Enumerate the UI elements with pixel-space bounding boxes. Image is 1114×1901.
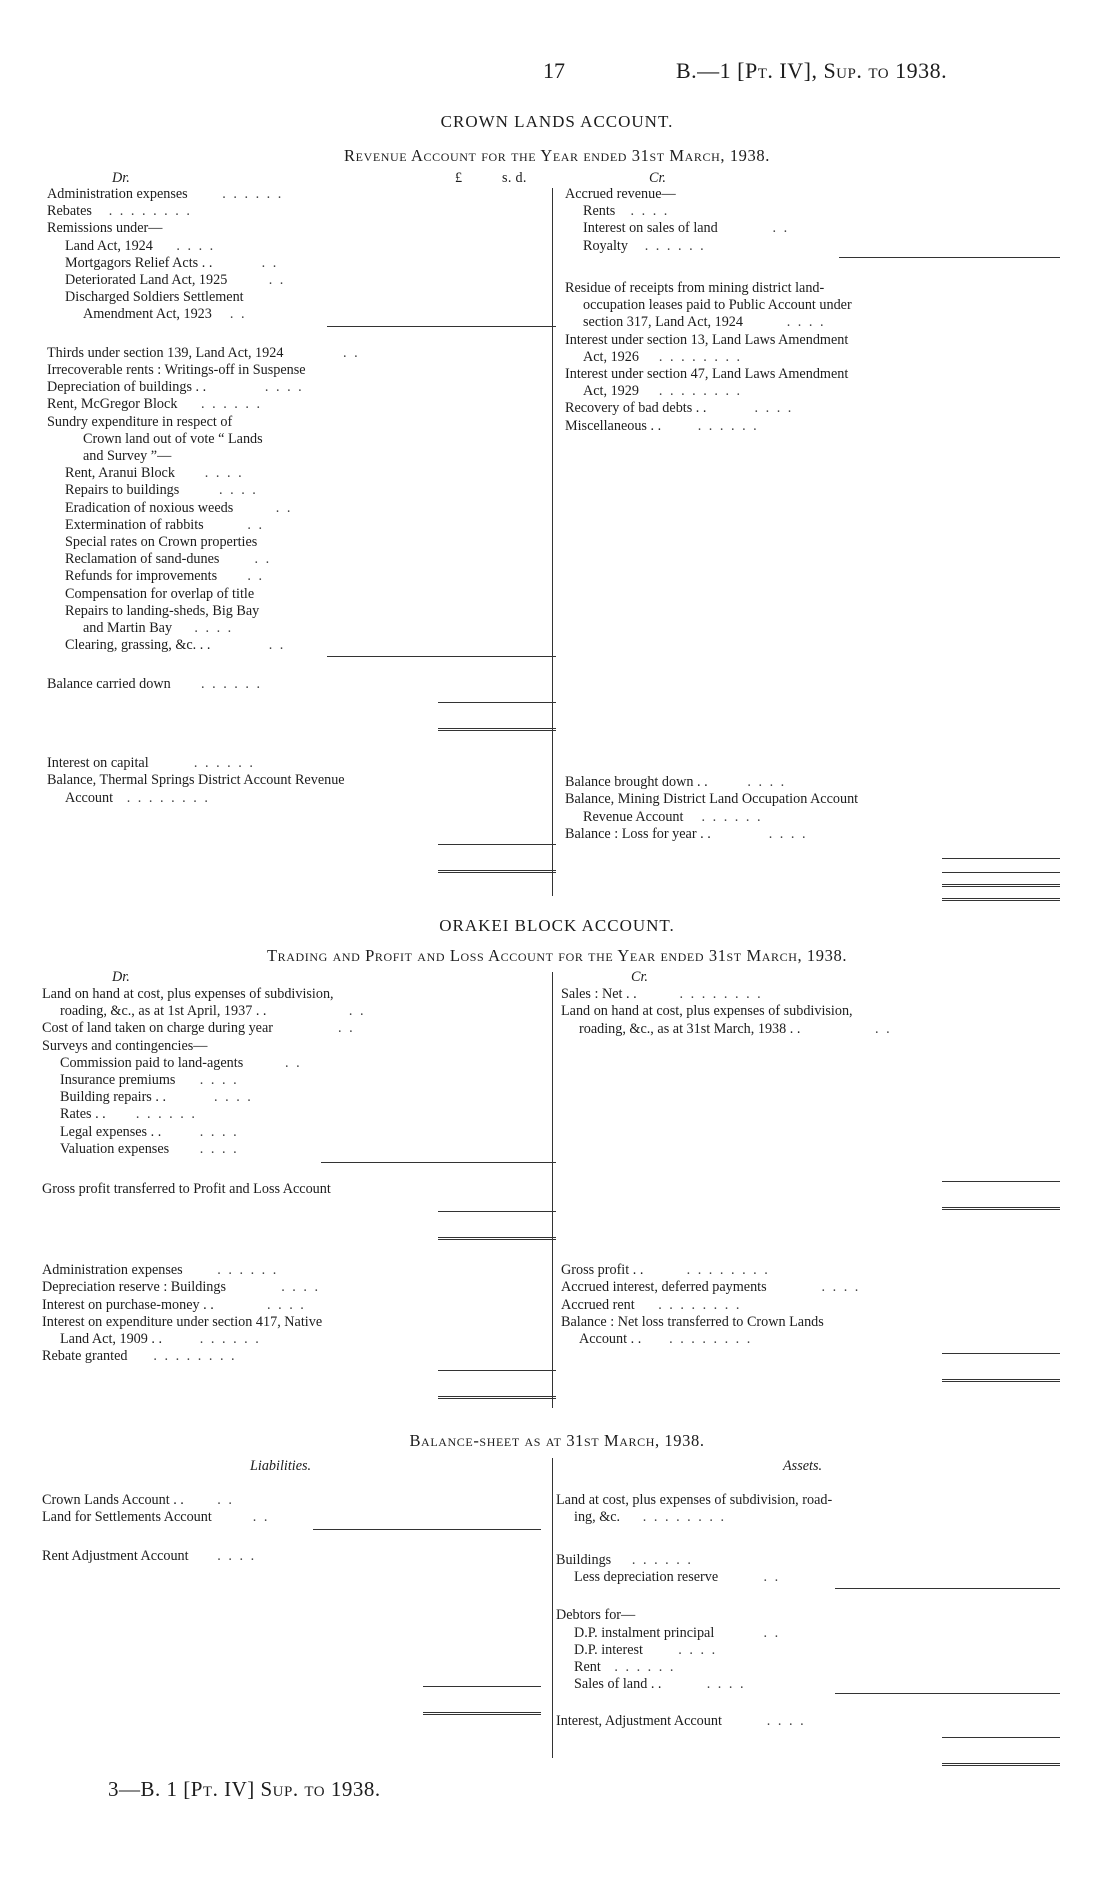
line-item-label: Gross profit . . <box>561 1262 644 1279</box>
page-footer: 3—B. 1 [Pt. IV] Sup. to 1938. <box>108 1777 381 1801</box>
leader-dots: . . . . . . <box>697 417 759 434</box>
leader-dots: . . <box>275 499 293 516</box>
leader-dots: . . . . <box>754 400 794 417</box>
line-item-label: Clearing, grassing, &c. . . <box>65 637 211 654</box>
total-double-rule <box>942 1207 1060 1210</box>
line-item-label: Mortgagors Relief Acts . . <box>65 254 213 271</box>
line-item-label: Balance : Net loss transferred to Crown Lands <box>561 1313 824 1330</box>
leader-dots: . . . . <box>214 1089 253 1106</box>
line-item-label: section 317, Land Act, 1924 <box>583 314 743 331</box>
leader-dots: . . <box>261 254 279 271</box>
crown-column-divider <box>552 188 553 896</box>
leader-dots: . . . . . . <box>193 755 255 772</box>
line-item-label: Debtors for— <box>556 1607 636 1624</box>
leader-dots: . . <box>268 637 286 654</box>
total-double-rule <box>423 1712 541 1715</box>
line-item-label: Interest on capital <box>47 755 149 772</box>
total-rule <box>438 1211 556 1212</box>
credit-heading: Cr. <box>649 170 666 186</box>
line-item-label: Amendment Act, 1923 <box>83 306 212 323</box>
total-rule <box>942 1353 1060 1354</box>
leader-dots: . . . . . . . . <box>679 986 763 1003</box>
line-item-label: occupation leases paid to Public Account under <box>583 297 852 314</box>
line-item-label: Building repairs . . <box>60 1089 166 1106</box>
line-item-label: Surveys and contingencies— <box>42 1037 208 1054</box>
assets-heading: Assets. <box>783 1458 823 1474</box>
line-item-label: Recovery of bad debts . . <box>565 400 707 417</box>
line-item-label: Rebate granted <box>42 1348 128 1365</box>
line-item-label: and Martin Bay <box>83 620 173 636</box>
total-rule <box>942 1181 1060 1182</box>
total-double-rule <box>438 870 556 873</box>
line-item-label: Balance, Mining District Land Occupation Account <box>565 791 859 808</box>
leader-dots: . . . . . . <box>614 1659 676 1675</box>
line-item-label: Refunds for improvements <box>65 568 218 585</box>
leader-dots: . . . . <box>706 1676 746 1693</box>
pound-heading: £ <box>455 170 463 186</box>
line-item-label: Rent <box>574 1659 601 1675</box>
line-item-label: Land at cost, plus expenses of subdivision, road- <box>556 1492 833 1509</box>
line-item-label: Legal expenses . . <box>60 1123 162 1140</box>
line-item-label: Interest on purchase-money . . <box>42 1296 214 1313</box>
leader-dots: . . . . <box>264 379 304 396</box>
line-item-label: Revenue Account <box>583 808 684 825</box>
leader-dots: . . . . <box>281 1279 321 1296</box>
line-item-label: Accrued rent <box>561 1296 635 1313</box>
leader-dots: . . . . . . <box>199 1331 261 1347</box>
total-rule <box>942 1737 1060 1738</box>
line-item-label: Depreciation reserve : Buildings <box>42 1279 226 1296</box>
subtotal-rule <box>313 1529 541 1530</box>
total-rule <box>423 1686 541 1687</box>
line-item-label: Act, 1926 <box>583 348 639 365</box>
line-item-label: Act, 1929 <box>583 383 639 400</box>
revenue-account-title: Revenue Account for the Year ended 31st March, 1938. <box>344 146 770 165</box>
line-item-label: Balance carried down <box>47 675 171 692</box>
total-rule <box>942 872 1060 873</box>
leader-dots: . . . . . . . . <box>126 789 210 806</box>
leader-dots: . . <box>217 1492 234 1509</box>
leader-dots: . . . . <box>630 203 670 220</box>
line-item-label: Rates . . <box>60 1106 106 1123</box>
leader-dots: . . . . . . <box>631 1551 693 1568</box>
line-item-label: Discharged Soldiers Settlement <box>65 289 244 306</box>
leader-dots: . . . . . . . . <box>669 1331 753 1347</box>
line-item-label: roading, &c., as at 31st March, 1938 . . <box>579 1020 801 1037</box>
leader-dots: . . . . <box>204 465 244 482</box>
leader-dots: . . . . . . <box>222 186 284 202</box>
line-item-label: Sundry expenditure in respect of <box>47 413 233 430</box>
line-item-label: Balance brought down . . <box>565 774 708 791</box>
leader-dots: . . . . . . <box>701 808 763 825</box>
line-item-label: Land on hand at cost, plus expenses of subdivision, <box>42 986 334 1002</box>
leader-dots: . . . . . . <box>217 1262 279 1279</box>
document-reference: B.—1 [Pt. IV], Sup. to 1938. <box>676 58 948 83</box>
leader-dots: . . <box>229 306 247 323</box>
leader-dots: . . <box>338 1020 355 1037</box>
leader-dots: . . . . <box>267 1296 306 1313</box>
leader-dots: . . . . . . <box>201 675 263 692</box>
total-double-rule <box>942 898 1060 901</box>
leader-dots: . . . . <box>768 825 808 842</box>
line-item-label: Eradication of noxious weeds <box>65 499 234 516</box>
credit-heading: Cr. <box>631 969 648 985</box>
line-item-label: Thirds under section 139, Land Act, 1924 <box>47 344 284 361</box>
leader-dots: . . . . <box>217 1547 257 1564</box>
line-item-label: D.P. interest <box>574 1641 643 1658</box>
line-item-label: Deteriorated Land Act, 1925 <box>65 272 228 288</box>
line-item-label: Less depreciation reserve <box>574 1569 719 1585</box>
line-item-label: Repairs to landing-sheds, Big Bay <box>65 602 260 619</box>
leader-dots: . . . . . . . . <box>153 1348 237 1365</box>
line-item-label: Account . . <box>579 1331 642 1347</box>
line-item-label: Land on hand at cost, plus expenses of subdivision, <box>561 1003 853 1020</box>
line-item-label: Rents <box>583 203 616 220</box>
total-double-rule <box>942 884 1060 887</box>
leader-dots: . . . . <box>766 1712 806 1729</box>
line-item-label: Accrued revenue— <box>565 186 676 202</box>
total-rule <box>942 858 1060 859</box>
leader-dots: . . . . . . . . <box>658 383 743 400</box>
leader-dots: . . . . . . . . <box>686 1262 770 1279</box>
line-item-label: Interest on expenditure under section 417, Native <box>42 1313 323 1330</box>
leader-dots: . . <box>254 551 272 568</box>
leader-dots: . . . . <box>199 1140 239 1157</box>
debit-heading: Dr. <box>112 170 130 186</box>
orakei-column-divider <box>552 972 553 1408</box>
leader-dots: . . <box>268 272 286 288</box>
line-item-label: Interest under section 13, Land Laws Amendment <box>565 331 849 348</box>
line-item-label: Compensation for overlap of title <box>65 585 255 602</box>
line-item-label: Administration expenses <box>42 1262 183 1279</box>
leader-dots: . . . . <box>176 237 216 254</box>
debit-heading: Dr. <box>112 969 130 985</box>
line-item-label: Remissions under— <box>47 220 163 237</box>
page-number: 17 <box>543 58 565 83</box>
leader-dots: . . . . <box>678 1641 718 1658</box>
line-item-label: Royalty <box>583 237 628 254</box>
leader-dots: . . . . . . . . <box>642 1509 726 1526</box>
subtotal-rule <box>839 257 1060 258</box>
liabilities-heading: Liabilities. <box>250 1458 312 1474</box>
line-item-label: roading, &c., as at 1st April, 1937 . . <box>60 1003 267 1020</box>
total-rule <box>438 1370 556 1371</box>
line-item-label: Repairs to buildings <box>65 482 180 499</box>
line-item-label: Extermination of rabbits <box>65 516 204 533</box>
line-item-label: Crown Lands Account . . <box>42 1492 184 1509</box>
line-item-label: Depreciation of buildings . . <box>47 379 207 396</box>
leader-dots: . . . . <box>747 774 787 791</box>
leader-dots: . . . . . . <box>201 396 263 413</box>
line-item-label: Interest, Adjustment Account <box>556 1712 722 1729</box>
leader-dots: . . <box>763 1624 781 1641</box>
total-double-rule <box>438 1237 556 1240</box>
total-double-rule <box>438 1396 556 1399</box>
total-double-rule <box>438 728 556 731</box>
line-item-label: Account <box>65 789 114 806</box>
line-item-label: Rent, McGregor Block <box>47 396 178 413</box>
line-item-label: Rent, Aranui Block <box>65 465 175 482</box>
line-item-label: Interest on sales of land <box>583 220 718 237</box>
leader-dots: . . <box>247 568 265 585</box>
line-item-label: Cost of land taken on charge during year <box>42 1020 274 1037</box>
leader-dots: . . . . . . . . <box>658 1296 742 1313</box>
orakei-title: ORAKEI BLOCK ACCOUNT. <box>439 916 675 935</box>
line-item-label: Land Act, 1924 <box>65 237 153 254</box>
line-item-label: Sales of land . . <box>574 1676 662 1693</box>
leader-dots: . . <box>285 1054 302 1071</box>
line-item-label: Crown land out of vote “ Lands <box>83 430 263 447</box>
leader-dots: . . <box>343 344 360 361</box>
line-item-label: Interest under section 47, Land Laws Amendment <box>565 366 849 382</box>
subtotal-rule <box>835 1588 1060 1589</box>
leader-dots: . . <box>348 1003 366 1020</box>
line-item-label: Insurance premiums <box>60 1072 176 1088</box>
line-item-label: Reclamation of sand-dunes <box>65 551 220 568</box>
leader-dots: . . . . <box>199 1123 239 1140</box>
leader-dots: . . <box>247 516 265 533</box>
line-item-label: Balance : Loss for year . . <box>565 825 711 842</box>
total-double-rule <box>942 1379 1060 1382</box>
line-item-label: Commission paid to land-agents <box>60 1054 244 1071</box>
leader-dots: . . <box>252 1509 270 1526</box>
line-item-label: Rent Adjustment Account <box>42 1547 189 1564</box>
total-rule <box>438 844 556 845</box>
total-double-rule <box>942 1763 1060 1766</box>
leader-dots: . . <box>772 220 790 237</box>
line-item-label: Rebates <box>47 203 92 220</box>
leader-dots: . . . . <box>821 1279 861 1296</box>
line-item-label: Irrecoverable rents : Writings-off in Suspense <box>47 362 306 378</box>
line-item-label: Buildings <box>556 1551 612 1568</box>
leader-dots: . . <box>763 1569 781 1585</box>
leader-dots: . . . . . . <box>135 1106 197 1123</box>
subtotal-rule <box>835 1693 1060 1694</box>
line-item-label: Accrued interest, deferred payments <box>561 1279 767 1296</box>
line-item-label: and Survey ”— <box>83 448 172 464</box>
line-item-label: Residue of receipts from mining district land- <box>565 280 825 296</box>
line-item-label: ing, &c. <box>574 1509 621 1526</box>
line-item-label: Land Act, 1909 . . <box>60 1331 163 1347</box>
leader-dots: . . <box>875 1020 892 1037</box>
line-item-label: Gross profit transferred to Profit and Loss Account <box>42 1181 331 1198</box>
line-item-label: Balance, Thermal Springs District Account Revenue <box>47 772 345 789</box>
line-item-label: Sales : Net . . <box>561 986 637 1003</box>
shillings-pence-heading: s. d. <box>502 170 527 186</box>
leader-dots: . . . . <box>199 1072 239 1088</box>
trading-account-title: Trading and Profit and Loss Account for the Year ended 31st March, 1938. <box>266 946 848 965</box>
total-rule <box>438 702 556 703</box>
balance-sheet-title: Balance-sheet as at 31st March, 1938. <box>409 1431 705 1450</box>
leader-dots: . . . . . . . . <box>658 348 743 365</box>
leader-dots: . . . . <box>194 620 234 636</box>
line-item-label: Land for Settlements Account <box>42 1509 212 1526</box>
leader-dots: . . . . . . . . <box>108 203 192 220</box>
line-item-label: Valuation expenses <box>60 1140 170 1157</box>
subtotal-rule <box>321 1162 556 1163</box>
subtotal-rule <box>327 656 556 657</box>
balance-column-divider <box>552 1458 553 1758</box>
line-item-label: Special rates on Crown properties <box>65 534 258 550</box>
crown-lands-title: CROWN LANDS ACCOUNT. <box>440 112 674 131</box>
leader-dots: . . . . . . <box>644 237 706 254</box>
subtotal-rule <box>327 326 556 327</box>
line-item-label: Miscellaneous . . <box>565 417 662 434</box>
line-item-label: D.P. instalment principal <box>574 1624 715 1641</box>
leader-dots: . . . . <box>219 482 258 499</box>
line-item-label: Administration expenses <box>47 186 188 202</box>
leader-dots: . . . . <box>786 314 826 331</box>
